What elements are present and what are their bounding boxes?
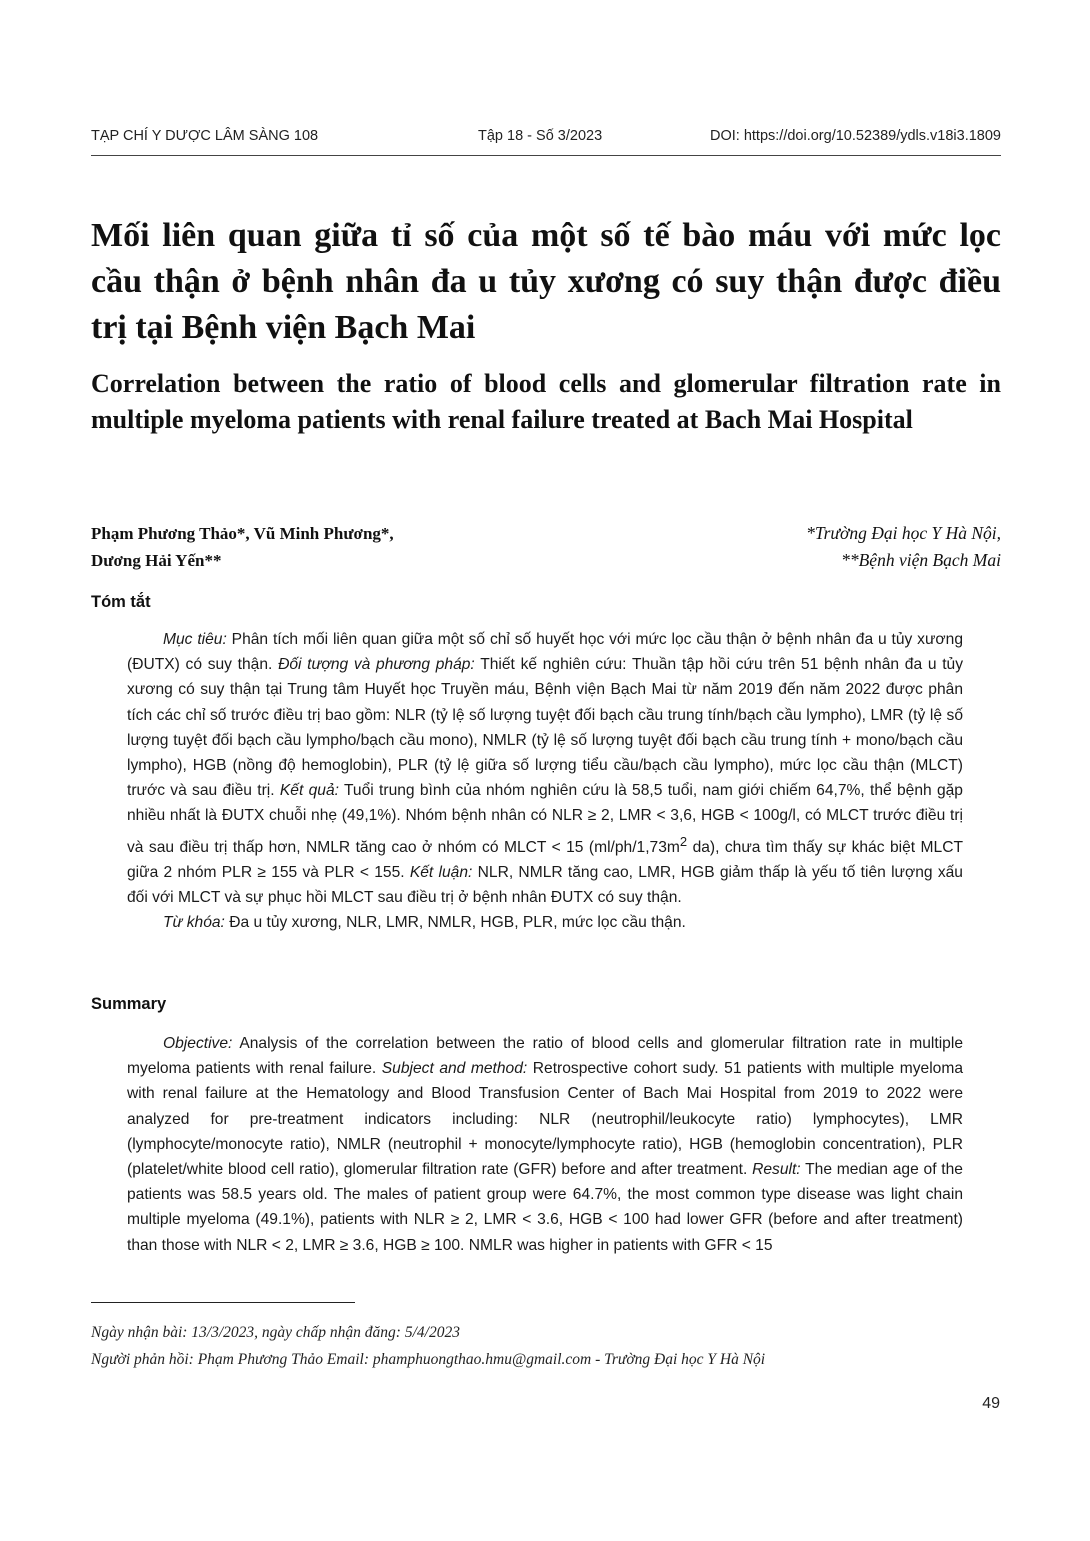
affiliation-line-1: *Trường Đại học Y Hà Nội,	[806, 523, 1001, 543]
abstract-vi-paragraph	[127, 627, 963, 910]
method-text-en: Retrospective cohort sudy. 51 patients with multiple myeloma with renal failure at the Hematology and Blood Transfusion Center of Bach Mai Hospital from 2019 to 2022 were analyzed for pre-treatment indicators including: NLR (neutrophil/leukocyte ratio) lymphocytes), LMR (lymphocyte/monocyte ratio), NMLR (neutrophil + monocyte/lymphocyte ratio), HGB (hemoglobin concentration), PLR (platelet/white blood cell ratio), glomerular filtration rate (GFR) before and after treatment.	[127, 1060, 963, 1179]
authors-line-2: Dương Hải Yến**	[91, 551, 222, 570]
objective-text-vi: Phân tích mối liên quan giữa một số chỉ số huyết học với mức lọc cầu thận ở bệnh nhân đa u tủy xương (ĐUTX) có suy thận.	[127, 631, 963, 674]
article-title-vietnamese: Mối liên quan giữa tỉ số của một số tế bào máu với mức lọc cầu thận ở bệnh nhân đa u tủy xương có suy thận được điều trị tại Bệnh viện Bạch Mai	[91, 217, 1001, 346]
method-text-vi: Thiết kế nghiên cứu: Thuần tập hồi cứu trên 51 bệnh nhân đa u tủy xương có suy thận tại Trung tâm Huyết học Truyền máu, Bệnh viện Bạch Mai từ năm 2019 đến năm 2022 được phân tích các chỉ số trước điều trị bao gồm: NLR (tỷ lệ số lượng tuyệt đối bạch cầu trung tính/bạch cầu lympho), LMR (tỷ lệ số lượng tuyệt đối bạch cầu lympho/bạch cầu mono), NMLR (tỷ lệ số lượng tuyệt đối bạch cầu trung tính + mono/bạch cầu lympho), HGB (nồng độ hemoglobin), PLR (tỷ lệ giữa số lượng tiểu cầu/bạch cầu lympho), mức lọc cầu thận (MLCT) trước và sau điều trị.	[127, 656, 963, 800]
footnote-divider	[91, 1302, 355, 1303]
header-divider	[91, 155, 1001, 156]
objective-label-vi: Mục tiêu:	[163, 631, 227, 648]
footnotes	[91, 1319, 1001, 1373]
abstract-vietnamese	[127, 627, 963, 936]
objective-text-en: Analysis of the correlation between the ratio of blood cells and glomerular filtration rate in multiple myeloma patients with renal failure.	[127, 1035, 963, 1078]
footnote-received-date: Ngày nhận bài: 13/3/2023, ngày chấp nhận đăng: 5/4/2023	[91, 1324, 460, 1341]
result-label-en: Result:	[752, 1161, 801, 1179]
author-list	[91, 520, 571, 574]
affiliation-list	[581, 520, 1001, 574]
result-label-vi: Kết quả:	[279, 782, 339, 800]
affiliation-line-2: **Bệnh viện Bạch Mai	[841, 550, 1001, 570]
abstract-heading-english: Summary	[91, 995, 167, 1013]
doi-link[interactable]: DOI: https://doi.org/10.52389/ydls.v18i3.1809	[710, 128, 1001, 144]
journal-name: TẠP CHÍ Y DƯỢC LÂM SÀNG 108	[91, 128, 319, 144]
method-label-vi: Đối tượng và phương pháp:	[278, 656, 475, 674]
keywords-label-vi: Từ khóa:	[163, 914, 225, 932]
abstract-en-paragraph	[127, 1031, 963, 1258]
conclusion-label-vi: Kết luận:	[409, 864, 473, 882]
conclusion-text-vi: NLR, NMLR tăng cao, LMR, HGB giảm thấp là yếu tố tiên lượng xấu đối với MLCT và sự phục hồi MLCT sau điều trị ở bệnh nhân ĐUTX có suy thận.	[127, 864, 963, 907]
result-text-vi-1: Tuổi trung bình của nhóm nghiên cứu là 58,5 tuổi, nam giới chiếm 64,7%, thể bệnh gặp nhiều nhất là ĐUTX chuỗi nhẹ (49,1%). Nhóm bệnh nhân có NLR ≥ 2, LMR < 3,6, HGB < 100g/l, có MLCT trước điều trị và sau điều trị thấp hơn, NMLR tăng cao ở nhóm có MLCT < 15 (ml/ph/1,73m	[127, 782, 963, 856]
method-label-en: Subject and method:	[381, 1060, 528, 1078]
volume-issue: Tập 18 - Số 3/2023	[478, 128, 603, 144]
objective-label-en: Objective:	[163, 1035, 233, 1052]
result-text-en: The median age of the patients was 58.5 years old. The males of patient group were 64.7%, the most common type disease was light chain multiple myeloma (49.1%), patients with NLR ≥ 2, LMR < 3.6, HGB < 100 had lower GFR (before and after treatment) than those with NLR < 2, LMR ≥ 3.6, HGB ≥ 100. NMLR was higher in patients with GFR < 15	[127, 1161, 963, 1254]
page-number: 49	[982, 1395, 1000, 1412]
keywords-vi-paragraph	[127, 910, 963, 935]
article-title-english: Correlation between the ratio of blood cells and glomerular filtration rate in multiple myeloma patients with renal failure treated at Bach Mai Hospital	[91, 369, 1001, 434]
abstract-english	[127, 1031, 963, 1258]
footnote-correspondence: Người phản hồi: Phạm Phương Thảo Email: phamphuongthao.hmu@gmail.com - Trường Đại học Y Hà Nội	[91, 1351, 766, 1368]
abstract-heading-vietnamese: Tóm tắt	[91, 593, 151, 611]
running-header	[91, 128, 1001, 150]
superscript-2: 2	[679, 833, 688, 849]
result-text-vi-2: da), chưa tìm thấy sự khác biệt MLCT giữa 2 nhóm PLR ≥ 155 và PLR < 155.	[127, 838, 963, 882]
authors-line-1: Phạm Phương Thảo*, Vũ Minh Phương*,	[91, 524, 394, 543]
keywords-text-vi: Đa u tủy xương, NLR, LMR, NMLR, HGB, PLR, mức lọc cầu thận.	[224, 914, 686, 932]
